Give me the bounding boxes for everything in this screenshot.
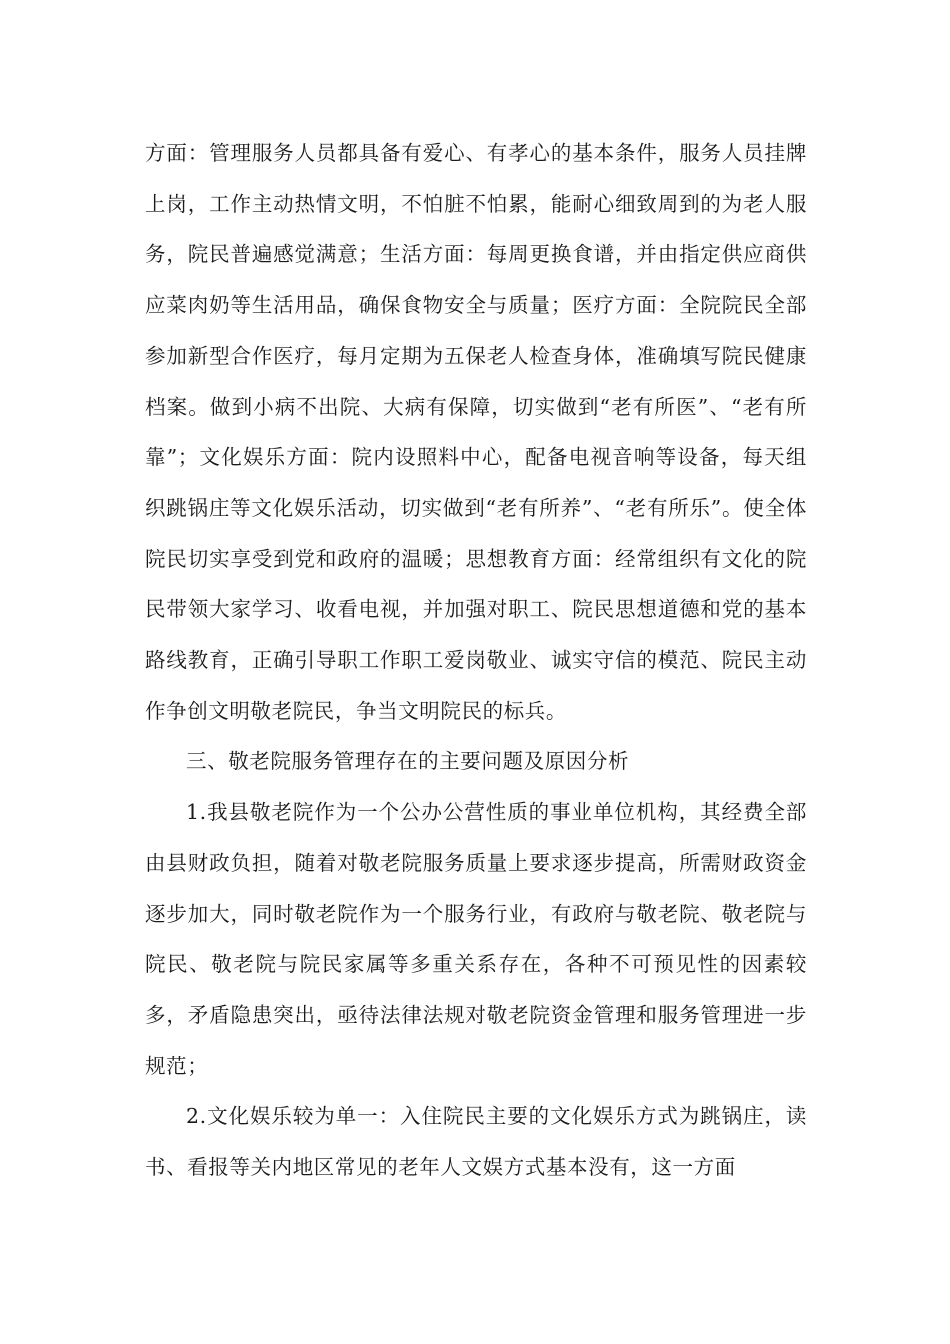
section-heading-problems: 三、敬老院服务管理存在的主要问题及原因分析 [186, 749, 630, 774]
document-body [145, 128, 807, 1193]
paragraph-problem-2: 2.文化娱乐较为单一：入住院民主要的文化娱乐方式为跳锅庄，读书、看报等关内地区常见的老年人文娱方式基本没有，这一方面 [145, 1104, 807, 1180]
paragraph-problem-1: 1.我县敬老院作为一个公办公营性质的事业单位机构，其经费全部由县财政负担，随着对敬老院服务质量上要求逐步提高，所需财政资金逐步加大，同时敬老院作为一个服务行业，有政府与敬老院、敬老院与院民、敬老院与院民家属等多重关系存在，各种不可预见性的因素较多，矛盾隐患突出，亟待法律法规对敬老院资金管理和服务管理进一步规范； [145, 800, 807, 1078]
paragraph-service-details: 方面：管理服务人员都具备有爱心、有孝心的基本条件，服务人员挂牌上岗，工作主动热情文明，不怕脏不怕累，能耐心细致周到的为老人服务，院民普遍感觉满意；生活方面：每周更换食谱，并由指定供应商供应菜肉奶等生活用品，确保食物安全与质量；医疗方面：全院院民全部参加新型合作医疗，每月定期为五保老人检查身体，准确填写院民健康档案。做到小病不出院、大病有保障，切实做到“老有所医”、“老有所靠”；文化娱乐方面：院内设照料中心，配备电视音响等设备，每天组织跳锅庄等文化娱乐活动，切实做到“老有所养”、“老有所乐”。使全体院民切实享受到党和政府的温暖；思想教育方面：经常组织有文化的院民带领大家学习、收看电视，并加强对职工、院民思想道德和党的基本路线教育，正确引导职工作职工爱岗敬业、诚实守信的模范、院民主动作争创文明敬老院民，争当文明院民的标兵。 [145, 141, 807, 723]
